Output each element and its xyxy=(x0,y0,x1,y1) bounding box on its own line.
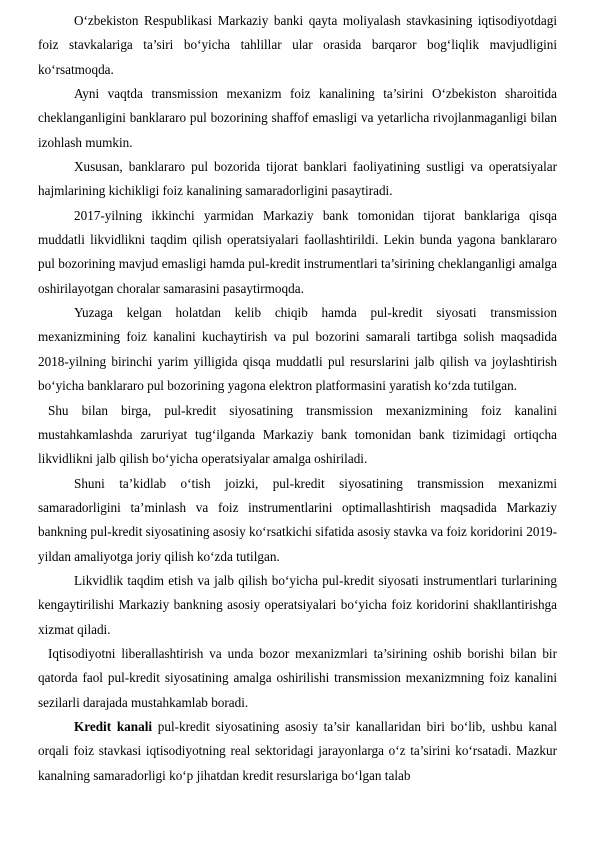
paragraph-1: O‘zbekiston Respublikasi Markaziy banki qayta moliyalash stavkasining iqtisodiyotdagi foiz stavkalariga ta’siri bo‘yicha tahlillar ular orasida barqaror bog‘liqlik mavjudligini ko‘rsatmoqda. xyxy=(38,13,557,77)
paragraph-10-bold-term: Kredit kanali xyxy=(74,718,153,734)
paragraph-4: 2017-yilning ikkinchi yarmidan Markaziy bank tomonidan tijorat banklariga qisqa muddatli likvidlikni taqdim qilish operatsiyalari faollashtirildi. Lekin bunda yagona banklararo pul bozorining mavjud emasligi hamda pul-kredit instrumentlari ta’sirining cheklanganligi amalga oshirilayotgan choralar samarasini pasaytirmoqda. xyxy=(38,207,557,296)
paragraph-8: Likvidlik taqdim etish va jalb qilish bo‘yicha pul-kredit siyosati instrumentlari turlarining kengaytirilishi Markaziy bankning asosiy operatsiyalari bo‘yicha foiz koridorini shakllantirishga xizmat qiladi. xyxy=(38,572,557,637)
paragraph-5: Yuzaga kelgan holatdan kelib chiqib hamda pul-kredit siyosati transmission mexanizmining foiz kanalini kuchaytirish va pul bozorini samarali tartibga solish maqsadida 2018-yilning birinchi yarim yilligida qisqa muddatli pul resurslarini jalb qilish va joylashtirish bo‘yicha banklararo pul bozorining yagona elektron platformasini yaratish ko‘zda tutilgan. xyxy=(38,305,557,394)
document-page xyxy=(38,0,557,788)
paragraph-10 xyxy=(38,715,557,788)
paragraph-2: Ayni vaqtda transmission mexanizm foiz kanalining ta’sirini O‘zbekiston sharoitida cheklanganligini banklararo pul bozorining shaffof emasligi va yetarlicha rivojlanmaganligi bilan izohlash mumkin. xyxy=(38,86,557,150)
paragraph-7: Shuni ta’kidlab o‘tish joizki, pul-kredit siyosatining transmission mexanizmi samaradorligini ta’minlash va foiz instrumentlarini optimallashtirish maqsadida Markaziy bankning pul-kredit siyosatining asosiy ko‘rsatkichi sifatida asosiy stavka va foiz koridorini 2019-yildan amaliyotga joriy qilish ko‘zda tutilgan. xyxy=(38,475,557,564)
paragraph-10-text: pul-kredit siyosatining asosiy ta’sir kanallaridan biri bo‘lib, ushbu kanal orqali foiz stavkasi iqtisodiyotning real sektoridagi jarayonlarga o‘z ta’sirini ko‘rsatadi. Mazkur kanalning samaradorligi ko‘p jihatdan kredit resurslariga bo‘lgan talab xyxy=(38,718,557,783)
paragraph-3: Xususan, banklararo pul bozorida tijorat banklari faoliyatining sustligi va operatsiyalar hajmlarining kichikligi foiz kanalining samaradorligini pasaytiradi. xyxy=(38,159,557,199)
paragraph-6: Shu bilan birga, pul-kredit siyosatining transmission mexanizmining foiz kanalini mustahkamlashda zaruriyat tug‘ilganda Markaziy bank tomonidan bank tizimidagi ortiqcha likvidlikni jalb qilish bo‘yicha operatsiyalar amalga oshiriladi. xyxy=(38,402,557,467)
paragraph-9: Iqtisodiyotni liberallashtirish va unda bozor mexanizmlari ta’sirining oshib borishi bilan bir qatorda faol pul-kredit siyosatining amalga oshirilishi transmission mexanizmning foiz kanalini sezilarli darajada mustahkamlab boradi. xyxy=(38,645,557,710)
